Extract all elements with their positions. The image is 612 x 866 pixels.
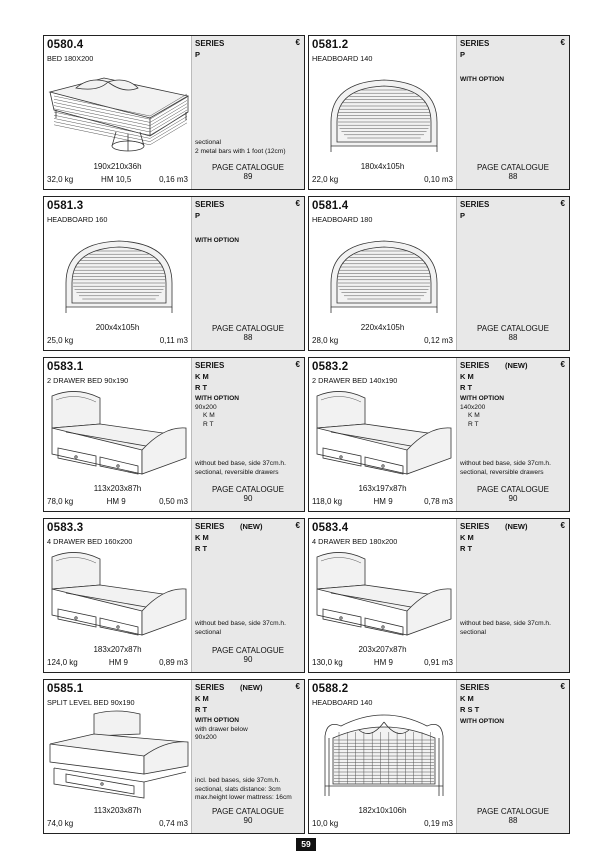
product-name: HEADBOARD 160 [47, 215, 108, 224]
product-code: 0581.3 [47, 200, 84, 212]
note-line: sectional [460, 628, 487, 636]
product-card-0583-1 [43, 357, 305, 512]
series-codes: K M R T [195, 372, 209, 392]
new-badge: (NEW) [240, 522, 263, 531]
option-item: R T [203, 420, 214, 428]
page-catalogue-label: PAGE CATALOGUE [211, 485, 284, 494]
currency-symbol: € [295, 521, 300, 530]
option-title: WITH OPTION [195, 237, 239, 244]
product-code: 0583.4 [312, 522, 349, 534]
new-badge: (NEW) [505, 522, 528, 531]
product-stats [312, 175, 453, 184]
page-catalogue-label: PAGE CATALOGUE [211, 807, 284, 816]
product-dimensions: 220x4x105h [360, 323, 405, 332]
product-stats [47, 658, 188, 667]
note-line: sectional [195, 628, 222, 636]
note-line: without bed base, side 37cm.h. [460, 620, 551, 627]
currency-symbol: € [560, 521, 565, 530]
page-catalogue-number: 89 [243, 171, 253, 181]
product-name: 4 DRAWER BED 180x200 [312, 537, 398, 546]
page-catalogue [457, 808, 569, 825]
note-line: without bed base, side 37cm.h. [195, 460, 286, 467]
product-details [456, 519, 569, 672]
product-name: HEADBOARD 180 [312, 215, 373, 224]
page-number: 59 [296, 838, 316, 851]
option-block [195, 395, 239, 429]
product-card-0581-2 [308, 35, 570, 190]
product-hm: HM 9 [373, 658, 393, 667]
product-card-0583-4 [308, 518, 570, 673]
arched-headboard-icon [46, 227, 192, 317]
currency-symbol: € [295, 199, 300, 208]
page-catalogue-label: PAGE CATALOGUE [211, 324, 284, 333]
product-volume: 0,10 m3 [424, 175, 453, 184]
series-codes: P [195, 211, 201, 220]
product-card-0583-3 [43, 518, 305, 673]
page-catalogue-number: 88 [508, 815, 518, 825]
product-notes [195, 139, 302, 156]
product-notes [195, 620, 302, 637]
drawer-bed-icon [311, 549, 457, 639]
page-catalogue-label: PAGE CATALOGUE [211, 646, 284, 655]
currency-symbol: € [295, 682, 300, 691]
page-catalogue [192, 808, 304, 825]
option-item: 140x200 [460, 403, 486, 411]
product-details [191, 519, 304, 672]
series-codes: P [460, 50, 466, 59]
page-catalogue-number: 88 [508, 171, 518, 181]
drawer-bed-icon [46, 388, 192, 478]
product-weight: 130,0 kg [312, 658, 343, 667]
series-label: SERIES [195, 39, 225, 48]
product-dimensions: 183x207x87h [93, 645, 142, 654]
option-item: 90x200 [195, 734, 217, 741]
product-card-0588-2 [308, 679, 570, 834]
product-stats [312, 336, 453, 345]
product-notes [460, 460, 567, 477]
product-dimensions: 203x207x87h [358, 645, 407, 654]
product-stats [312, 819, 453, 828]
option-title: WITH OPTION [460, 76, 504, 83]
option-block [195, 717, 248, 743]
series-codes: K M R S T [460, 694, 480, 714]
product-weight: 74,0 kg [47, 819, 74, 828]
series-label: SERIES [460, 522, 490, 531]
product-info [309, 197, 456, 350]
product-notes [195, 777, 302, 803]
product-name: SPLIT LEVEL BED 90x190 [47, 698, 135, 707]
product-card-0581-3 [43, 196, 305, 351]
page-catalogue-label: PAGE CATALOGUE [476, 163, 549, 172]
option-item: with drawer below [195, 725, 248, 733]
note-line: sectional, reversible drawers [195, 468, 279, 476]
product-info [44, 680, 191, 833]
note-line: without bed base, side 37cm.h. [460, 460, 551, 467]
page-catalogue-number: 90 [243, 815, 253, 825]
product-info [44, 519, 191, 672]
product-code: 0581.4 [312, 200, 349, 212]
product-info [44, 36, 191, 189]
slatted-bed-icon [46, 66, 192, 156]
page-catalogue [192, 486, 304, 503]
series-label: SERIES [195, 361, 225, 370]
series-codes: K M R T [460, 533, 474, 553]
product-stats [47, 336, 188, 345]
option-item: 90x200 [195, 403, 217, 411]
product-weight: 28,0 kg [312, 336, 339, 345]
product-volume: 0,12 m3 [424, 336, 453, 345]
product-stats [312, 497, 453, 506]
product-stats [312, 658, 453, 667]
product-dimensions: 113x203x87h [93, 484, 142, 493]
product-stats [47, 175, 188, 184]
currency-symbol: € [295, 360, 300, 369]
product-info [44, 197, 191, 350]
option-title: WITH OPTION [195, 395, 239, 402]
product-card-0585-1 [43, 679, 305, 834]
option-title: WITH OPTION [460, 395, 504, 402]
new-badge: (NEW) [505, 361, 528, 370]
note-line: without bed base, side 37cm.h. [195, 620, 286, 627]
product-hm: HM 10,5 [101, 175, 132, 184]
product-stats [47, 819, 188, 828]
product-volume: 0,91 m3 [424, 658, 453, 667]
product-dimensions: 180x4x105h [360, 162, 405, 171]
product-details [191, 680, 304, 833]
product-name: BED 180X200 [47, 54, 94, 63]
series-codes: P [460, 211, 466, 220]
product-stats [47, 497, 188, 506]
product-code: 0583.1 [47, 361, 84, 373]
note-line: incl. bed bases, side 37cm.h. [195, 777, 281, 784]
product-weight: 78,0 kg [47, 497, 74, 506]
series-label: SERIES [460, 361, 490, 370]
page-catalogue-label: PAGE CATALOGUE [476, 807, 549, 816]
page-catalogue-number: 90 [508, 493, 518, 503]
product-card-0583-2 [308, 357, 570, 512]
product-details [456, 680, 569, 833]
product-code: 0585.1 [47, 683, 84, 695]
series-codes: K M R T [460, 372, 474, 392]
option-title: WITH OPTION [460, 718, 504, 725]
note-line: sectional [195, 139, 222, 146]
product-dimensions: 182x10x106h [358, 806, 407, 815]
series-label: SERIES [460, 683, 490, 692]
note-line: sectional, slats distance: 3cm [195, 785, 281, 793]
product-volume: 0,50 m3 [159, 497, 188, 506]
option-item: K M [468, 412, 480, 419]
product-dimensions: 113x203x87h [93, 806, 142, 815]
product-info [309, 36, 456, 189]
arched-headboard-icon [311, 227, 457, 317]
product-code: 0583.3 [47, 522, 84, 534]
product-hm: HM 9 [373, 497, 393, 506]
series-label: SERIES [460, 200, 490, 209]
product-code: 0583.2 [312, 361, 349, 373]
product-name: 2 DRAWER BED 90x190 [47, 376, 129, 385]
product-card-0581-4 [308, 196, 570, 351]
product-info [44, 358, 191, 511]
series-codes: K M R T [195, 533, 209, 553]
product-weight: 118,0 kg [312, 497, 343, 506]
product-info [309, 680, 456, 833]
option-block [195, 237, 239, 246]
note-line: max.height lower mattress: 16cm [195, 794, 292, 802]
series-label: SERIES [195, 522, 225, 531]
product-code: 0580.4 [47, 39, 84, 51]
product-weight: 10,0 kg [312, 819, 339, 828]
currency-symbol: € [560, 682, 565, 691]
product-dimensions: 190x210x36h [93, 162, 142, 171]
product-weight: 32,0 kg [47, 175, 74, 184]
page-catalogue-number: 88 [508, 332, 518, 342]
product-details [456, 197, 569, 350]
option-item: R T [468, 420, 479, 428]
page-catalogue [457, 164, 569, 181]
product-code: 0581.2 [312, 39, 349, 51]
currency-symbol: € [560, 360, 565, 369]
page-catalogue-label: PAGE CATALOGUE [211, 163, 284, 172]
product-weight: 124,0 kg [47, 658, 78, 667]
product-details [191, 197, 304, 350]
product-weight: 25,0 kg [47, 336, 74, 345]
page-catalogue [192, 164, 304, 181]
product-name: 2 DRAWER BED 140x190 [312, 376, 398, 385]
product-name: 4 DRAWER BED 160x200 [47, 537, 133, 546]
page-catalogue [457, 325, 569, 342]
product-volume: 0,78 m3 [424, 497, 453, 506]
page-catalogue [192, 325, 304, 342]
drawer-bed-icon [311, 388, 457, 478]
page-catalogue-number: 90 [243, 493, 253, 503]
product-name: HEADBOARD 140 [312, 54, 373, 63]
product-details [191, 36, 304, 189]
page-catalogue-label: PAGE CATALOGUE [476, 485, 549, 494]
product-volume: 0,11 m3 [159, 336, 188, 345]
product-notes [195, 460, 302, 477]
product-info [309, 519, 456, 672]
page-catalogue-number: 88 [243, 332, 253, 342]
product-weight: 22,0 kg [312, 175, 339, 184]
series-codes: P [195, 50, 201, 59]
page-catalogue [192, 647, 304, 664]
product-name: HEADBOARD 140 [312, 698, 373, 707]
series-label: SERIES [195, 683, 225, 692]
series-label: SERIES [460, 39, 490, 48]
product-card-0580-4 [43, 35, 305, 190]
currency-symbol: € [295, 38, 300, 47]
page-catalogue-number: 90 [243, 654, 253, 664]
new-badge: (NEW) [240, 683, 263, 692]
option-item: K M [203, 412, 215, 419]
product-volume: 0,16 m3 [159, 175, 188, 184]
option-block [460, 76, 504, 85]
product-code: 0588.2 [312, 683, 349, 695]
product-info [309, 358, 456, 511]
product-hm: HM 9 [108, 658, 128, 667]
product-volume: 0,89 m3 [159, 658, 188, 667]
note-line: sectional, reversible drawers [460, 468, 544, 476]
option-block [460, 395, 504, 429]
note-line: 2 metal bars with 1 foot (12cm) [195, 147, 286, 155]
product-dimensions: 200x4x105h [95, 323, 140, 332]
page-catalogue-label: PAGE CATALOGUE [476, 324, 549, 333]
option-block [460, 718, 504, 727]
product-volume: 0,74 m3 [159, 819, 188, 828]
series-label: SERIES [195, 200, 225, 209]
product-notes [460, 620, 567, 637]
currency-symbol: € [560, 199, 565, 208]
drawer-bed-icon [46, 549, 192, 639]
product-details [191, 358, 304, 511]
product-volume: 0,19 m3 [424, 819, 453, 828]
series-codes: K M R T [195, 694, 209, 714]
currency-symbol: € [560, 38, 565, 47]
product-details [456, 358, 569, 511]
product-dimensions: 163x197x87h [358, 484, 407, 493]
cane-headboard-icon [311, 710, 457, 800]
page-catalogue [457, 486, 569, 503]
arched-headboard-icon [311, 66, 457, 156]
option-title: WITH OPTION [195, 717, 239, 724]
product-details [456, 36, 569, 189]
split-level-bed-icon [46, 710, 192, 800]
product-hm: HM 9 [106, 497, 126, 506]
